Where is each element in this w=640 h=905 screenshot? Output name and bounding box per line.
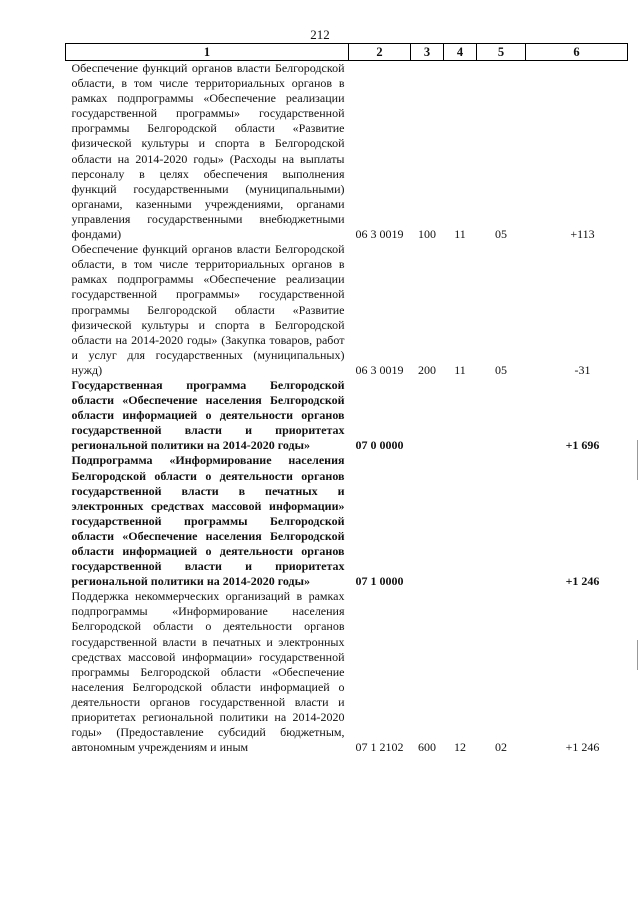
- table-row: [66, 242, 628, 378]
- row-col3: 200: [418, 362, 436, 377]
- row-code: 06 3 0019: [355, 227, 404, 242]
- budget-table: [65, 43, 628, 755]
- row-amount: +113: [570, 227, 595, 242]
- row-name: Поддержка некоммерческих организаций в рамках подпрограммы «Информирование населения Белгородской области о деятельности органов государственной власти в печатных и электронных средствах массовой информации» государственной программы Белгородской области «Обеспечение населения Белгородской области информацией о деятельности органов государственной власти и приоритетах региональной политики на 2014-2020 годы» (Предоставление субсидий бюджетным, автономным учреждениям и иным: [71, 589, 345, 755]
- row-name: Государственная программа Белгородской области «Обеспечение населения Белгородской области информацией о деятельности органов государственной власти и приоритетах региональной политики на 2014-2020 годы»: [71, 377, 345, 453]
- row-col3: 100: [418, 227, 436, 242]
- row-amount: -31: [574, 362, 591, 377]
- header-col-2: 2: [349, 44, 411, 61]
- table-row: [66, 378, 628, 453]
- scan-edge-mark: [637, 640, 638, 670]
- row-name: Подпрограмма «Информирование населения Белгородской области о деятельности органов государственной власти в печатных и электронных средствах массовой информации» государственной программы Белгородской области «Обеспечение населения Белгородской области информацией о деятельности органов государственной власти и приоритетах региональной политики на 2014-2020 годы»: [71, 453, 345, 589]
- row-code: 07 1 0000: [355, 574, 404, 589]
- row-code: 06 3 0019: [355, 362, 404, 377]
- row-col4: [444, 378, 477, 453]
- table-row: [66, 453, 628, 589]
- header-col-5: 5: [477, 44, 526, 61]
- header-col-4: 4: [444, 44, 477, 61]
- header-col-6: 6: [526, 44, 628, 61]
- row-amount: +1 246: [565, 740, 600, 755]
- row-col5: 05: [495, 227, 507, 242]
- page-number: 212: [310, 27, 330, 42]
- row-col4: 12: [454, 740, 466, 755]
- row-col5: [477, 378, 526, 453]
- scan-edge-mark: [637, 440, 638, 480]
- row-col4: 11: [454, 362, 466, 377]
- row-code: 07 1 2102: [355, 740, 404, 755]
- row-col4: [444, 453, 477, 589]
- row-name: Обеспечение функций органов власти Белгородской области, в том числе территориальных органов в рамках подпрограммы «Обеспечение реализации государственной программы» государственной программы Белгородской области «Развитие физической культуры и спорта в Белгородской области на 2014-2020 годы» (Закупка товаров, работ и услуг для государственных (муниципальных) нужд): [71, 242, 345, 377]
- column-header-row: [66, 44, 628, 61]
- row-amount: +1 696: [565, 438, 600, 453]
- row-name: Обеспечение функций органов власти Белгородской области, в том числе территориальных органов в рамках подпрограммы «Обеспечение реализации государственной программы» государственной программы Белгородской области «Развитие физической культуры и спорта в Белгородской области на 2014-2020 годы» (Расходы на выплаты персоналу в целях обеспечения выполнения функций государственными (муниципальными) органами, казенными учреждениями, органами управления государственными внебюджетными фондами): [71, 61, 345, 242]
- header-col-3: 3: [411, 44, 444, 61]
- row-col5: 02: [495, 740, 507, 755]
- row-code: 07 0 0000: [355, 438, 404, 453]
- row-col3: 600: [418, 740, 436, 755]
- row-col3: [411, 453, 444, 589]
- table-row: [66, 589, 628, 755]
- table-row: [66, 61, 628, 243]
- row-amount: +1 246: [565, 574, 600, 589]
- row-col5: [477, 453, 526, 589]
- row-col5: 05: [495, 362, 507, 377]
- header-col-1: 1: [66, 44, 349, 61]
- row-col4: 11: [454, 227, 466, 242]
- row-col3: [411, 378, 444, 453]
